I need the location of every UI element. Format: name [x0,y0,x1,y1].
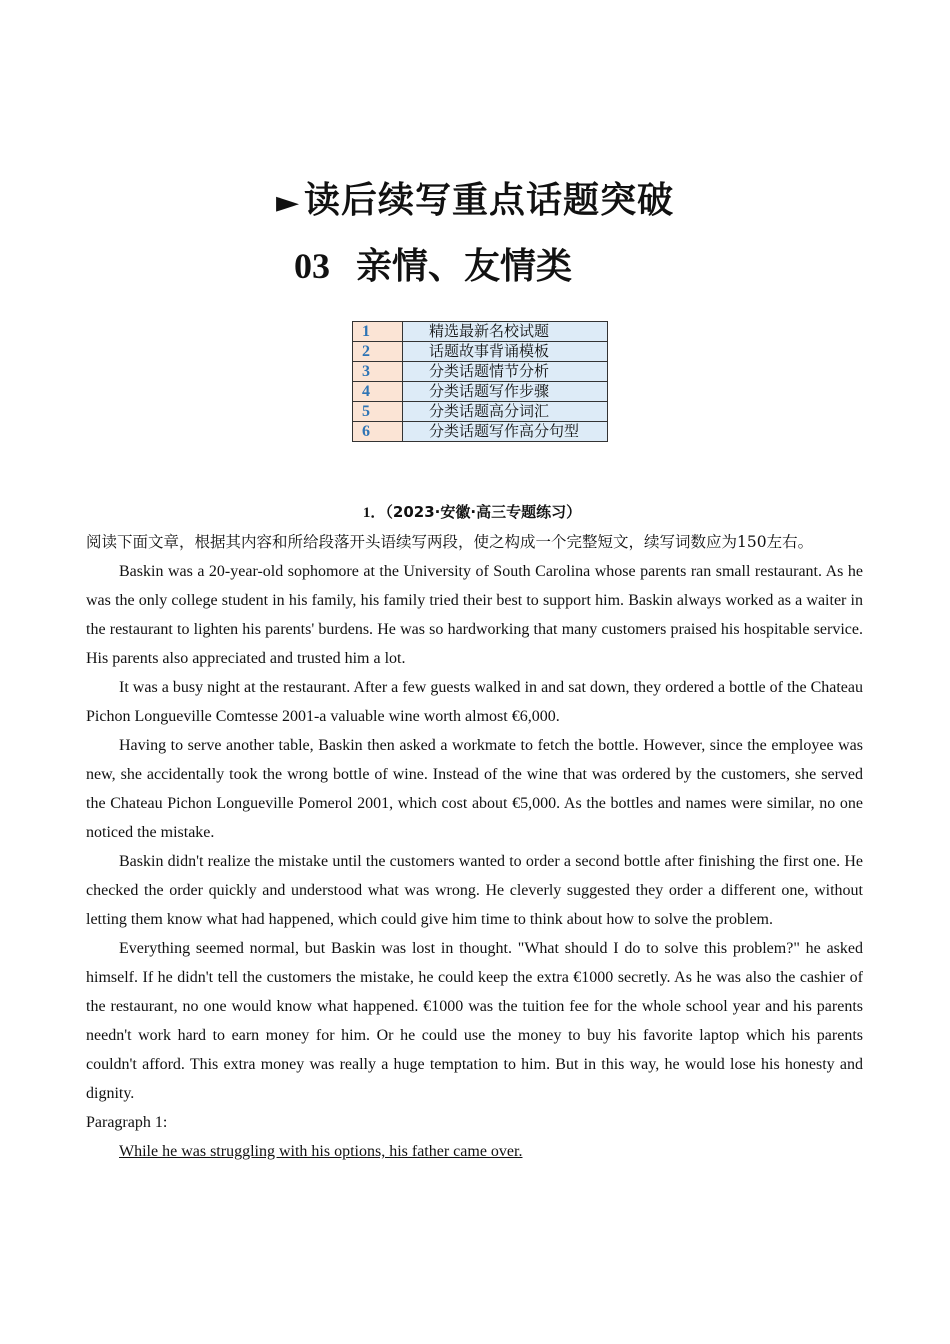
document-title [0,172,950,223]
toc-row [353,342,608,362]
toc-row [353,382,608,402]
toc-row [353,402,608,422]
question-body [86,528,863,1166]
document-subtitle [0,238,866,289]
toc-label: 精选最新名校试题 [403,322,608,342]
toc-label: 分类话题高分词汇 [403,402,608,422]
question-instruction: 阅读下面文章，根据其内容和所给段落开头语续写两段，使之构成一个完整短文，续写词数应为150左右。 [86,533,814,551]
table-of-contents [352,321,608,442]
toc-row [353,322,608,342]
toc-label: 话题故事背诵模板 [403,342,608,362]
passage-paragraph: Having to serve another table, Baskin then asked a workmate to fetch the bottle. However, since the employee was new, she accidentally took the wrong bottle of wine. Instead of the wine that was ordered by the customers, she served the Chateau Pichon Longueville Pomerol 2001, which cost about €5,000. As the bottles and names were similar, no one noticed the mistake. [86,737,863,841]
toc-number: 1 [353,322,403,342]
passage-paragraph: Baskin didn't realize the mistake until the customers wanted to order a second bottle after finishing the first one. He checked the order quickly and understood what was wrong. He cleverly suggested they order a different one, without letting them know what had happened, which could give him time to think about how to solve the problem. [86,853,863,928]
toc-number: 6 [353,422,403,442]
subtitle-number: 03 [293,246,330,286]
triangle-icon: ► [275,185,301,220]
passage-paragraph: It was a busy night at the restaurant. After a few guests walked in and sat down, they ordered a bottle of the Chateau Pichon Longueville Comtesse 2001-a valuable wine worth almost €6,000. [86,679,863,725]
paragraph1-start-text: While he was struggling with his options, his father came over. [119,1143,523,1160]
toc-label: 分类话题写作高分句型 [403,422,608,442]
title-text: 读后续写重点话题突破 [304,180,675,221]
toc-label: 分类话题写作步骤 [403,382,608,402]
question-number: 1． [362,505,386,521]
paragraph1-label: Paragraph 1: [86,1114,168,1131]
subtitle-text: 亲情、友情类 [355,246,572,287]
toc-row [353,362,608,382]
toc-number: 3 [353,362,403,382]
toc-number: 5 [353,402,403,422]
passage-paragraph: Everything seemed normal, but Baskin was lost in thought. "What should I do to solve this problem?" he asked himself. If he didn't tell the customers the mistake, he could keep the extra €1000 secretly. As he was also the cashier of the restaurant, no one would know what happened. €1000 was the tuition fee for the whole school year and his parents needn't work hard to earn money for him. Or he could use the money to buy his favorite laptop which his parents couldn't afford. This extra money was really a huge temptation to him. But in this way, he would lose his honesty and dignity. [86,940,863,1102]
question-heading [0,501,944,522]
toc-row [353,422,608,442]
paragraph1-start [86,1137,863,1166]
passage-paragraph: Baskin was a 20-year-old sophomore at the University of South Carolina whose parents ran small restaurant. As he was the only college student in his family, his family tried their best to support him. Baskin always worked as a waiter in the restaurant to lighten his parents' burdens. He was so hardworking that many customers praised his hospitable service. His parents also appreciated and trusted him a lot. [86,563,863,667]
toc-label: 分类话题情节分析 [403,362,608,382]
toc-number: 2 [353,342,403,362]
toc-number: 4 [353,382,403,402]
question-source: （2023·安徽·高三专题练习） [385,503,582,521]
